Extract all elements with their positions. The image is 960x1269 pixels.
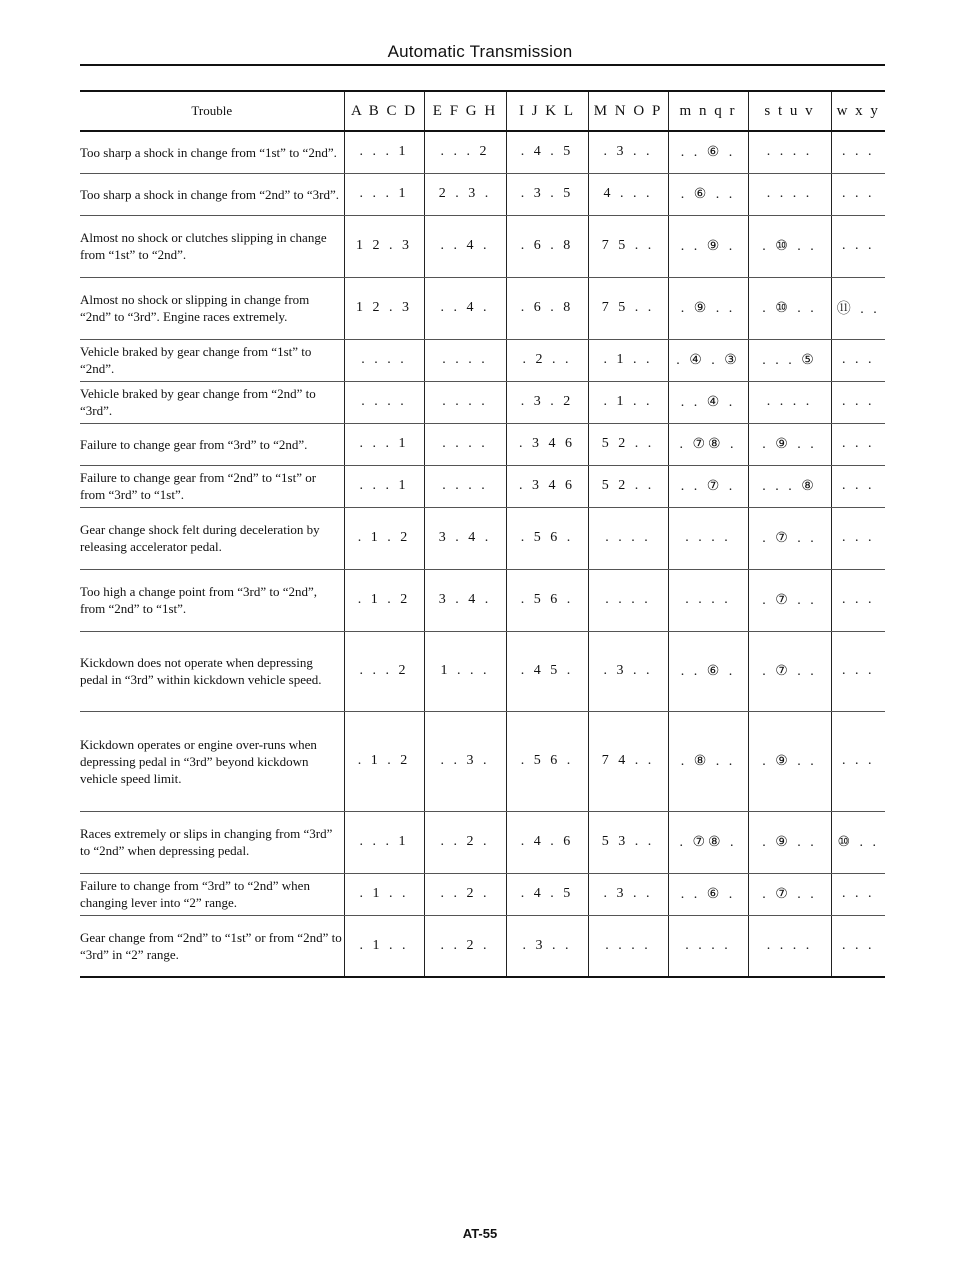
table-cell: . . ⑨ . [668, 215, 748, 277]
column-header-abcd: A B C D [344, 91, 424, 131]
table-cell: . . ⑥ . [668, 873, 748, 915]
table-cell: . . . [831, 173, 885, 215]
table-cell: . 3 . . [588, 631, 668, 711]
table-cell: . ⑧ . . [668, 711, 748, 811]
table-cell: . . . [831, 339, 885, 381]
table-cell: . ⑦ . . [748, 569, 831, 631]
column-header-stuv: s t u v [748, 91, 831, 131]
trouble-description: Too sharp a shock in change from “2nd” to “3rd”. [80, 173, 344, 215]
table-row [80, 873, 885, 915]
trouble-description: Gear change shock felt during deceleration by releasing accelerator pedal. [80, 507, 344, 569]
column-header-trouble: Trouble [80, 91, 344, 131]
table-cell: . . . [831, 711, 885, 811]
table-cell: . . . 1 [344, 465, 424, 507]
table-cell: . 1 . 2 [344, 569, 424, 631]
table-cell: . 4 . 5 [506, 131, 588, 173]
table-cell: . ⑨ . . [748, 811, 831, 873]
table-cell: 2 . 3 . [424, 173, 506, 215]
trouble-description: Gear change from “2nd” to “1st” or from “2nd” to “3rd” in “2” range. [80, 915, 344, 977]
trouble-description: Vehicle braked by gear change from “2nd” to “3rd”. [80, 381, 344, 423]
table-cell: . . . . [668, 569, 748, 631]
table-cell: . . 3 . [424, 711, 506, 811]
column-header-ijkl: I J K L [506, 91, 588, 131]
table-cell: . . . [831, 631, 885, 711]
table-row [80, 173, 885, 215]
table-cell: . 6 . 8 [506, 215, 588, 277]
table-cell: . . . . [344, 381, 424, 423]
table-cell: . 3 . . [506, 915, 588, 977]
table-cell: . . . [831, 915, 885, 977]
table-cell: . . 2 . [424, 873, 506, 915]
table-row [80, 277, 885, 339]
table-cell: . . . [831, 569, 885, 631]
table-cell: . 3 . . [588, 131, 668, 173]
table-body [80, 131, 885, 977]
table-cell: . . . . [588, 569, 668, 631]
table-cell: . . ⑥ . [668, 131, 748, 173]
table-cell: . ④ . ③ [668, 339, 748, 381]
table-cell: 1 2 . 3 [344, 277, 424, 339]
table-cell: . . . . [424, 381, 506, 423]
table-cell: . 6 . 8 [506, 277, 588, 339]
table-cell: . . . ⑧ [748, 465, 831, 507]
table-cell: . 5 6 . [506, 507, 588, 569]
table-cell: . 2 . . [506, 339, 588, 381]
table-cell: 1 . . . [424, 631, 506, 711]
table-row [80, 711, 885, 811]
table-cell: ⑩ . . [831, 811, 885, 873]
trouble-description: Failure to change from “3rd” to “2nd” when changing lever into “2” range. [80, 873, 344, 915]
table-cell: . 1 . . [344, 915, 424, 977]
table-cell: . . . [831, 873, 885, 915]
table-cell: . . . . [424, 465, 506, 507]
table-cell: 7 4 . . [588, 711, 668, 811]
trouble-description: Kickdown operates or engine over-runs when depressing pedal in “3rd” beyond kickdown vehicle speed limit. [80, 711, 344, 811]
table-cell: . . . [831, 507, 885, 569]
table-cell: . ⑦⑧ . [668, 423, 748, 465]
table-row [80, 465, 885, 507]
table-header-row [80, 91, 885, 131]
table-row [80, 631, 885, 711]
table-cell: . . . . [344, 339, 424, 381]
trouble-description: Kickdown does not operate when depressing pedal in “3rd” within kickdown vehicle speed. [80, 631, 344, 711]
table-row [80, 339, 885, 381]
table-cell: . 1 . 2 [344, 507, 424, 569]
table-cell: . ⑦ . . [748, 631, 831, 711]
table-cell: . 4 5 . [506, 631, 588, 711]
table-cell: . . . 2 [344, 631, 424, 711]
table-cell: . . . [831, 423, 885, 465]
table-cell: . . ⑥ . [668, 631, 748, 711]
table-cell: . . . . [668, 507, 748, 569]
header-rule [80, 64, 885, 66]
table-row [80, 215, 885, 277]
table-cell: 5 3 . . [588, 811, 668, 873]
table-cell: . 3 . 2 [506, 381, 588, 423]
table-cell: . . . 2 [424, 131, 506, 173]
table-cell: 3 . 4 . [424, 507, 506, 569]
table-cell: . . . [831, 131, 885, 173]
table-cell: 3 . 4 . [424, 569, 506, 631]
table-cell: . 3 4 6 [506, 423, 588, 465]
table-cell: 7 5 . . [588, 277, 668, 339]
table-cell: . 1 . . [344, 873, 424, 915]
table-cell: . . . [831, 215, 885, 277]
table-cell: . ⑩ . . [748, 215, 831, 277]
trouble-description: Failure to change gear from “2nd” to “1st” or from “3rd” to “1st”. [80, 465, 344, 507]
column-header-efgh: E F G H [424, 91, 506, 131]
table-cell: 7 5 . . [588, 215, 668, 277]
table-cell: . ⑩ . . [748, 277, 831, 339]
table-cell: . ⑨ . . [668, 277, 748, 339]
trouble-description: Too sharp a shock in change from “1st” to “2nd”. [80, 131, 344, 173]
column-header-wxy: w x y [831, 91, 885, 131]
table-cell: . ⑦⑧ . [668, 811, 748, 873]
table-cell: . . ⑦ . [668, 465, 748, 507]
table-cell: . 1 . . [588, 339, 668, 381]
table-cell: . ⑨ . . [748, 711, 831, 811]
table-cell: . 1 . 2 [344, 711, 424, 811]
table-row [80, 507, 885, 569]
table-cell: . . . 1 [344, 423, 424, 465]
table-cell: 5 2 . . [588, 465, 668, 507]
column-header-mnop: M N O P [588, 91, 668, 131]
table-cell: . 3 . . [588, 873, 668, 915]
table-cell: . . . . [424, 339, 506, 381]
trouble-diagnosis-table [80, 90, 885, 978]
table-row [80, 423, 885, 465]
table-cell: . 1 . . [588, 381, 668, 423]
trouble-description: Too high a change point from “3rd” to “2nd”, from “2nd” to “1st”. [80, 569, 344, 631]
table-cell: . . . 1 [344, 131, 424, 173]
table-cell: . . 4 . [424, 215, 506, 277]
table-row [80, 381, 885, 423]
table-cell: . . . . [748, 915, 831, 977]
table-cell: . . . 1 [344, 811, 424, 873]
table-cell: . . . ⑤ [748, 339, 831, 381]
trouble-description: Failure to change gear from “3rd” to “2nd”. [80, 423, 344, 465]
table-cell: . 4 . 6 [506, 811, 588, 873]
table-row [80, 569, 885, 631]
trouble-description: Almost no shock or slipping in change from “2nd” to “3rd”. Engine races extremely. [80, 277, 344, 339]
table-cell: . . . . [424, 423, 506, 465]
table-cell: ⑪ . . [831, 277, 885, 339]
table-cell: 5 2 . . [588, 423, 668, 465]
trouble-description: Vehicle braked by gear change from “1st” to “2nd”. [80, 339, 344, 381]
table-cell: . . . [831, 381, 885, 423]
table-cell: . . 4 . [424, 277, 506, 339]
page-header: Automatic Transmission [387, 42, 573, 61]
table-cell: . ⑨ . . [748, 423, 831, 465]
table-cell: . 4 . 5 [506, 873, 588, 915]
table-cell: . 3 4 6 [506, 465, 588, 507]
table-cell: . ⑦ . . [748, 507, 831, 569]
table-cell: . . . . [748, 381, 831, 423]
table-cell: . ⑥ . . [668, 173, 748, 215]
table-cell: . 5 6 . [506, 569, 588, 631]
table-cell: . . . . [588, 507, 668, 569]
table-cell: . . ④ . [668, 381, 748, 423]
table-row [80, 131, 885, 173]
table-cell: . . . . [668, 915, 748, 977]
table-cell: . . . [831, 465, 885, 507]
table-cell: . . . . [748, 173, 831, 215]
column-header-mnqr: m n q r [668, 91, 748, 131]
table-row [80, 915, 885, 977]
table-cell: . . . . [748, 131, 831, 173]
table-cell: . . 2 . [424, 915, 506, 977]
table-cell: . . . 1 [344, 173, 424, 215]
table-cell: . . . . [588, 915, 668, 977]
table-cell: . . 2 . [424, 811, 506, 873]
trouble-description: Almost no shock or clutches slipping in change from “1st” to “2nd”. [80, 215, 344, 277]
page-number: AT-55 [462, 1226, 498, 1241]
table-cell: . ⑦ . . [748, 873, 831, 915]
table-cell: . 3 . 5 [506, 173, 588, 215]
table-cell: 4 . . . [588, 173, 668, 215]
table-cell: 1 2 . 3 [344, 215, 424, 277]
table-cell: . 5 6 . [506, 711, 588, 811]
table-row [80, 811, 885, 873]
trouble-description: Races extremely or slips in changing from “3rd” to “2nd” when depressing pedal. [80, 811, 344, 873]
